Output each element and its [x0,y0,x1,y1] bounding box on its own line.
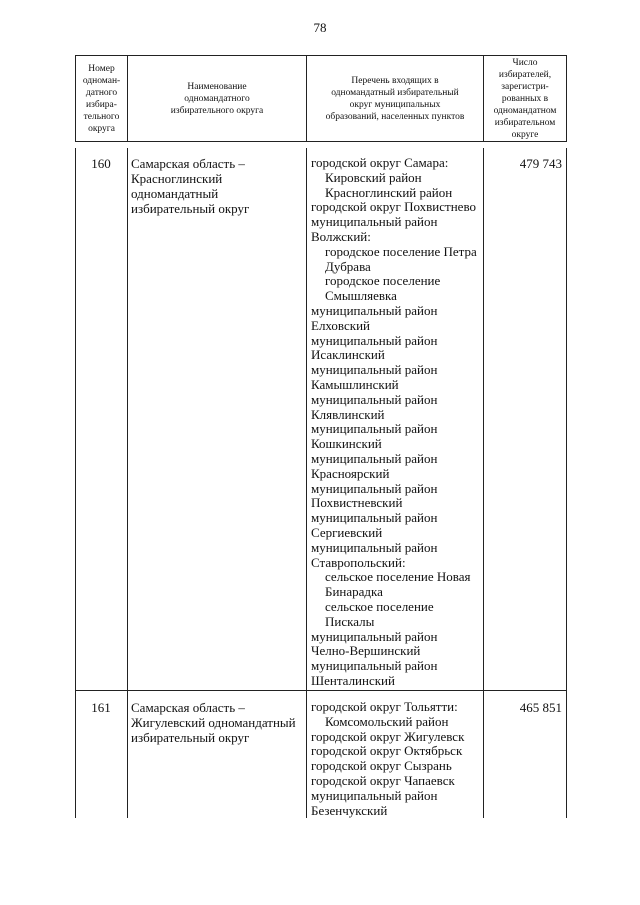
list-item: Волжский: [311,228,371,244]
list-item: муниципальный район [311,391,438,407]
list-item: Смышляевка [325,288,397,304]
table-right-border-row2 [566,690,567,818]
table-left-border-body [75,148,76,690]
list-item: Шенталинский [311,672,395,688]
list-item: Кировский район [325,169,422,185]
header-list [307,56,483,141]
list-item: муниципальный район [311,362,438,378]
list-item: Клявлинский [311,406,385,422]
list-item: муниципальный район [311,214,438,230]
list-item: Елховский [311,317,370,333]
header-name [128,56,306,141]
row-161-number: 161 [91,700,111,715]
list-item: Похвистневский [311,495,403,511]
list-item: городской округ Тольятти: [311,699,458,714]
list-item: Красноярский [311,465,390,481]
list-item: городской округ Жигулевск [311,728,465,744]
list-item: городское поселение [325,273,441,289]
list-item: Комсомольский район [325,713,449,729]
list-item: городской округ Чапаевск [311,772,455,788]
column-divider-3-body [483,148,484,690]
list-item: Красноглинский район [325,184,453,200]
list-item: городской округ Сызрань [311,758,452,774]
row-161-name: Самарская область – Жигулевский одномандатный избирательный округ [131,700,296,745]
list-item: Камышлинский [311,376,399,392]
list-item: муниципальный район [311,539,438,555]
header-number [76,56,127,141]
list-item: сельское поселение Новая [325,569,471,585]
column-divider-1-body [127,148,128,690]
table-header-bottom-border [75,141,567,142]
list-item: городской округ Октябрьск [311,743,463,759]
list-item: муниципальный район [311,450,438,466]
list-item: Кошкинский [311,436,382,452]
list-item: Пискалы [325,613,375,629]
header-number-text: Номер одноман- датного избира- тельного округа [82,63,121,134]
row-160-name: Самарская область – Красноглинский одномандатный избирательный округ [131,156,250,216]
row-161-list [311,700,481,818]
list-item: Челно-Вершинский [311,643,421,659]
list-item: Исаклинский [311,347,385,363]
list-item: Бинарадка [325,584,383,600]
header-name-text: Наименование одномандатного избирательного округа [170,81,264,116]
list-item: муниципальный район [311,787,438,803]
list-item: муниципальный район [311,628,438,644]
row-160-count: 479 743 [519,156,562,171]
row-160-number: 160 [91,156,111,171]
column-divider-1-row2 [127,690,128,818]
list-item: сельское поселение [325,598,434,614]
list-item: муниципальный район [311,658,438,674]
list-item: муниципальный район [311,510,438,526]
list-item: Сергиевский [311,524,383,540]
list-item: городское поселение Петра [325,243,477,259]
row-161-count: 465 851 [519,700,562,715]
list-item: городской округ Самара: [311,155,449,170]
list-item: муниципальный район [311,421,438,437]
header-count-text: Число избирателей, зарегистри- рованных в одномандатном избирательном округе [493,57,557,140]
list-item: городской округ Похвистнево [311,199,476,215]
header-list-text: Перечень входящих в одномандатный избирательный округ муниципальных образований, населенных пунктов [325,75,465,122]
list-item: Ставропольский: [311,554,406,570]
column-divider-2-body [306,148,307,690]
list-item: Безенчукский [311,802,388,818]
list-item: муниципальный район [311,332,438,348]
table-right-border-body [566,148,567,690]
row-160-list [311,156,481,689]
column-divider-2-row2 [306,690,307,818]
header-count [484,56,566,141]
table-right-border [566,55,567,142]
list-item: муниципальный район [311,480,438,496]
row-separator [75,690,567,691]
page-number: 78 [313,20,327,35]
list-item: муниципальный район [311,302,438,318]
list-item: Дубрава [325,258,371,274]
